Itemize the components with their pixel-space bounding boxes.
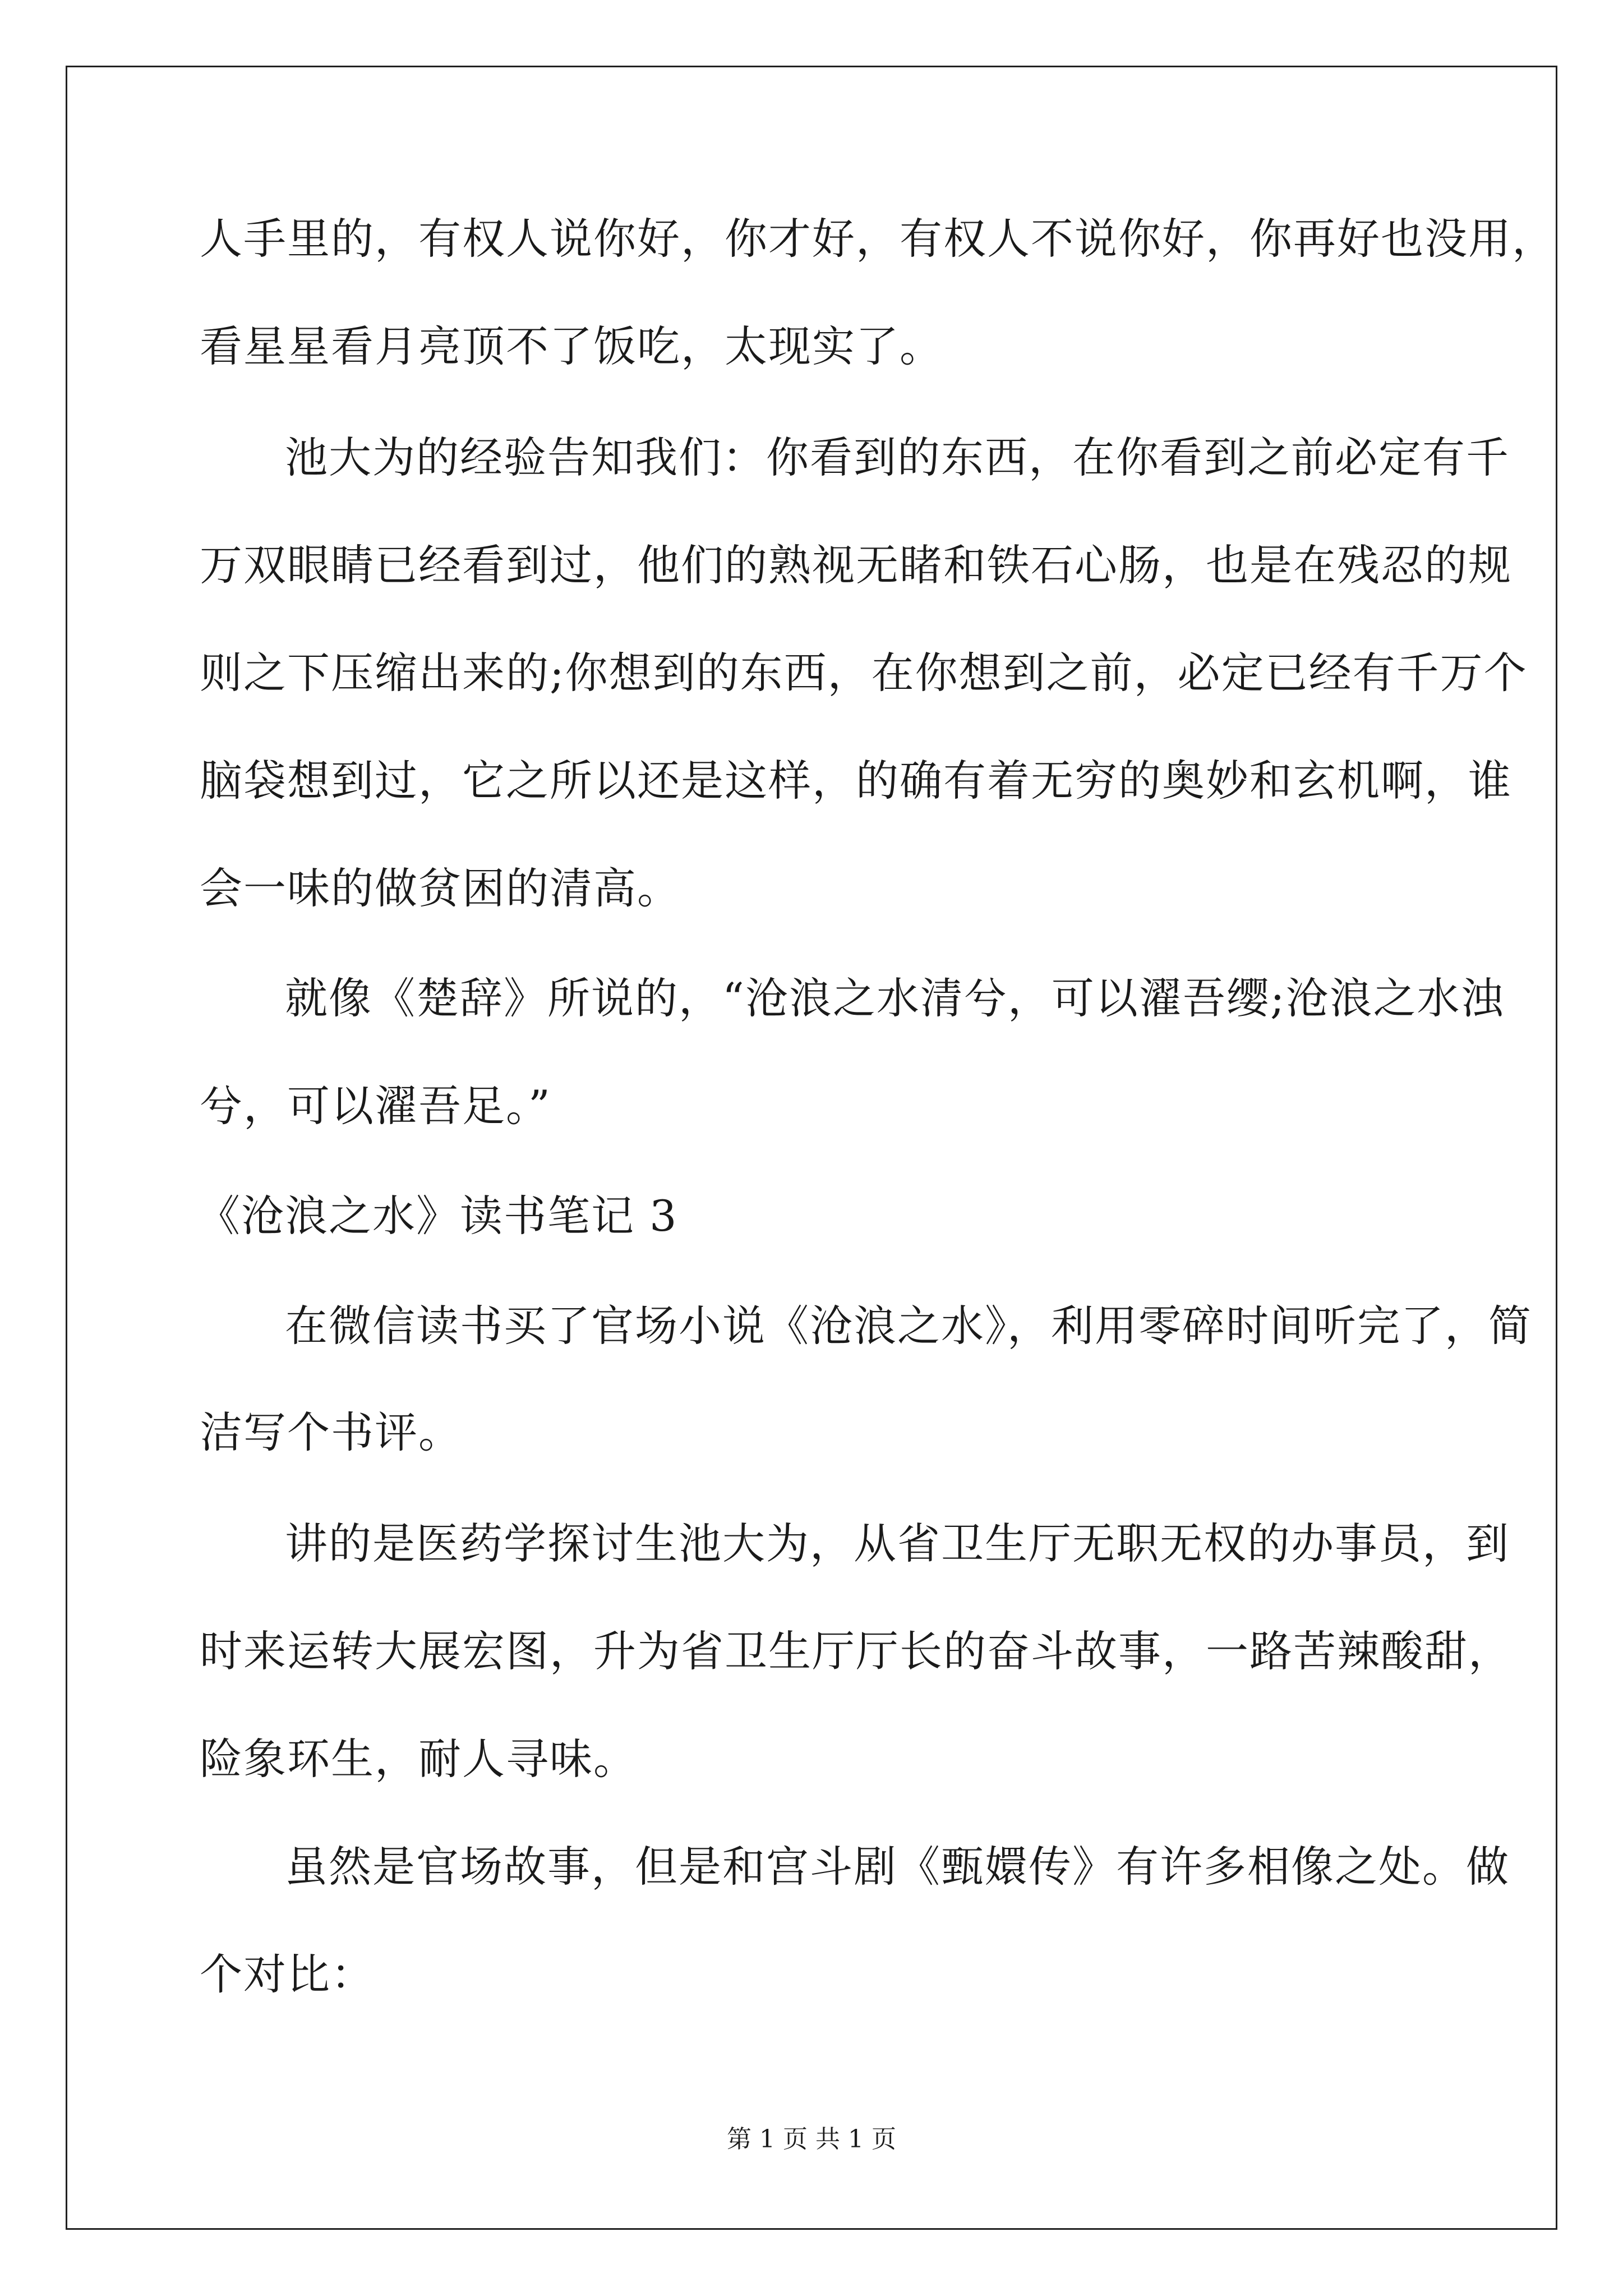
paragraph-first-line: 池大为的经验告知我们：你看到的东西，在你看到之前必定有千 bbox=[285, 432, 1510, 482]
body-line: 脑袋想到过，它之所以还是这样，的确有着无穷的奥妙和玄机啊，谁 bbox=[200, 756, 1512, 806]
body-line: 险象环生，耐人寻味。 bbox=[200, 1734, 637, 1784]
body-line: 时来运转大展宏图，升为省卫生厅厅长的奋斗故事，一路苦辣酸甜， bbox=[200, 1626, 1512, 1676]
section-heading: 《沧浪之水》读书笔记 3 bbox=[197, 1191, 678, 1241]
paragraph-first-line: 讲的是医药学探讨生池大为，从省卫生厅无职无权的办事员，到 bbox=[285, 1519, 1510, 1568]
body-line: 会一味的做贫困的清高。 bbox=[200, 863, 681, 913]
body-line: 人手里的，有权人说你好，你才好，有权人不说你好，你再好也没用， bbox=[200, 214, 1556, 264]
body-line: 个对比： bbox=[200, 1949, 375, 1999]
page-border bbox=[66, 66, 1557, 2230]
paragraph-first-line: 虽然是官场故事，但是和宫斗剧《甄嬛传》有许多相像之处。做 bbox=[285, 1842, 1510, 1892]
body-line: 万双眼睛已经看到过，他们的熟视无睹和铁石心肠，也是在残忍的规 bbox=[200, 540, 1512, 590]
body-line: 兮，可以濯吾足。” bbox=[200, 1081, 551, 1131]
page-number-footer: 第 1 页 共 1 页 bbox=[727, 2125, 896, 2154]
paragraph-first-line: 就像《楚辞》所说的，“沧浪之水清兮，可以濯吾缨;沧浪之水浊 bbox=[285, 973, 1505, 1023]
body-line: 洁写个书评。 bbox=[200, 1407, 462, 1457]
body-line: 看星星看月亮顶不了饭吃，太现实了。 bbox=[200, 321, 943, 371]
paragraph-first-line: 在微信读书买了官场小说《沧浪之水》，利用零碎时间听完了，简 bbox=[285, 1301, 1532, 1351]
body-line: 则之下压缩出来的;你想到的东西，在你想到之前，必定已经有千万个 bbox=[200, 648, 1528, 698]
